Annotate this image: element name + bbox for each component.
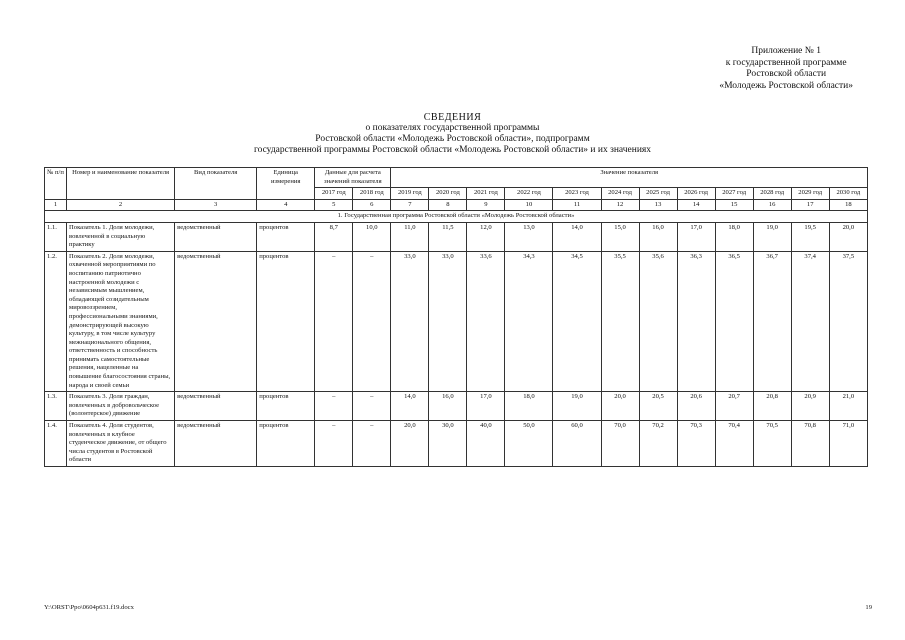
column-number: 8 (429, 199, 467, 211)
row-value: 19,0 (753, 222, 791, 251)
row-value: – (353, 392, 391, 421)
column-number: 11 (553, 199, 601, 211)
column-number: 7 (391, 199, 429, 211)
row-value: 18,0 (715, 222, 753, 251)
row-value: 20,7 (715, 392, 753, 421)
row-value: 20,0 (391, 421, 429, 467)
header-year: 2030 год (829, 188, 867, 200)
column-number: 2 (67, 199, 175, 211)
row-value: 21,0 (829, 392, 867, 421)
row-value: 11,5 (429, 222, 467, 251)
row-value: 16,0 (429, 392, 467, 421)
column-number: 14 (677, 199, 715, 211)
row-value: 33,0 (391, 251, 429, 392)
row-value: 14,0 (391, 392, 429, 421)
row-value: 19,0 (553, 392, 601, 421)
table-row (45, 421, 868, 467)
row-unit: процентов (257, 392, 315, 421)
appendix-line: Приложение № 1 (751, 46, 821, 56)
row-num: 1.2. (45, 251, 67, 392)
row-num: 1.1. (45, 222, 67, 251)
header-year: 2025 год (639, 188, 677, 200)
row-value: 12,0 (467, 222, 505, 251)
header-unit: Единица измерения (257, 168, 315, 200)
title-line: Ростовской области «Молодежь Ростовской области», подпрограмм (315, 134, 590, 144)
row-value: 70,0 (601, 421, 639, 467)
row-name: Показатель 4. Доля студентов, вовлеченных в клубное студенческое движение, от общего числа студентов в Ростовской области (67, 421, 175, 467)
row-value: 36,7 (753, 251, 791, 392)
appendix-line: Ростовской области (746, 69, 827, 79)
title-line: государственной программы Ростовской области «Молодежь Ростовской области» и их значениях (253, 145, 652, 155)
row-value: 34,5 (553, 251, 601, 392)
row-value: 40,0 (467, 421, 505, 467)
header-year: 2017 год (315, 188, 353, 200)
section-title: 1. Государственная программа Ростовской области «Молодежь Ростовской области» (45, 211, 868, 223)
column-number: 1 (45, 199, 67, 211)
row-name: Показатель 3. Доля граждан, вовлеченных в добровольческое (волонтерское) движение (67, 392, 175, 421)
header-year: 2028 год (753, 188, 791, 200)
column-number: 5 (315, 199, 353, 211)
row-value: – (315, 421, 353, 467)
row-unit: процентов (257, 251, 315, 392)
row-value: 8,7 (315, 222, 353, 251)
column-number: 17 (791, 199, 829, 211)
header-year: 2020 год (429, 188, 467, 200)
appendix-line: к государственной программе (725, 57, 847, 68)
column-number: 16 (753, 199, 791, 211)
row-type: ведомственный (175, 421, 257, 467)
row-value: 17,0 (677, 222, 715, 251)
column-number: 3 (175, 199, 257, 211)
row-value: 34,3 (505, 251, 553, 392)
header-type: Вид показателя (175, 168, 257, 200)
row-unit: процентов (257, 222, 315, 251)
row-unit: процентов (257, 421, 315, 467)
header-year: 2029 год (791, 188, 829, 200)
title-line: о показателях государственной программы (365, 123, 540, 133)
row-value: 37,4 (791, 251, 829, 392)
header-year: 2019 год (391, 188, 429, 200)
footer-page-number: 19 (865, 604, 872, 611)
row-value: 19,5 (791, 222, 829, 251)
row-num: 1.3. (45, 392, 67, 421)
row-value: 33,6 (467, 251, 505, 392)
header-name: Номер и наименование показателя (67, 168, 175, 200)
table-row (45, 251, 868, 392)
table-row (45, 392, 868, 421)
row-value: 33,0 (429, 251, 467, 392)
row-value: 20,5 (639, 392, 677, 421)
row-value: 18,0 (505, 392, 553, 421)
row-value: – (353, 251, 391, 392)
row-type: ведомственный (175, 392, 257, 421)
row-value: 37,5 (829, 251, 867, 392)
row-value: 20,9 (791, 392, 829, 421)
row-value: 50,0 (505, 421, 553, 467)
row-value: 71,0 (829, 421, 867, 467)
section-row (45, 211, 868, 223)
footer-file-path: Y:\ORST\Ppo\0604p631.f19.docx (44, 604, 134, 611)
row-value: 16,0 (639, 222, 677, 251)
appendix-line: «Молодежь Ростовской области» (719, 80, 853, 91)
header-year: 2018 год (353, 188, 391, 200)
column-number: 6 (353, 199, 391, 211)
indicators-table (44, 167, 868, 467)
row-value: 60,0 (553, 421, 601, 467)
row-type: ведомственный (175, 251, 257, 392)
row-value: 20,8 (753, 392, 791, 421)
row-value: 35,5 (601, 251, 639, 392)
row-value: 20,0 (601, 392, 639, 421)
row-value: 10,0 (353, 222, 391, 251)
header-year: 2026 год (677, 188, 715, 200)
row-value: 70,2 (639, 421, 677, 467)
column-number: 12 (601, 199, 639, 211)
row-value: 17,0 (467, 392, 505, 421)
row-value: 36,3 (677, 251, 715, 392)
header-values: Значение показателя (391, 168, 868, 188)
row-value: 70,3 (677, 421, 715, 467)
table-row (45, 222, 868, 251)
row-value: 11,0 (391, 222, 429, 251)
title-main: СВЕДЕНИЯ (423, 112, 482, 123)
row-value: – (315, 251, 353, 392)
header-num: № п/п (45, 168, 67, 200)
row-value: 20,6 (677, 392, 715, 421)
row-type: ведомственный (175, 222, 257, 251)
row-value: – (353, 421, 391, 467)
column-number: 18 (829, 199, 867, 211)
row-value: 35,6 (639, 251, 677, 392)
header-row (45, 168, 868, 188)
column-number: 9 (467, 199, 505, 211)
header-year: 2023 год (553, 188, 601, 200)
row-name: Показатель 1. Доля молодежи, вовлеченной в социальную практику (67, 222, 175, 251)
row-value: 13,0 (505, 222, 553, 251)
row-value: 36,5 (715, 251, 753, 392)
row-name: Показатель 2. Доля молодежи, охваченной мероприятиями по воспитанию патриотично настроенной молодежи с независимым мышлением, обладающей созидательным мировоззрением, профессиональными знаниями, демонстрирующей высокую культуру, в том числе культуру межнационального общения, ответственность и способность принимать самостоятельные решения, нацеленные на повышение благосостояния страны, народа и своей семьи (67, 251, 175, 392)
row-value: 15,0 (601, 222, 639, 251)
header-base: Данные для расчета значений показателя (315, 168, 391, 188)
column-number: 10 (505, 199, 553, 211)
row-value: – (315, 392, 353, 421)
row-num: 1.4. (45, 421, 67, 467)
row-value: 70,8 (791, 421, 829, 467)
row-value: 14,0 (553, 222, 601, 251)
header-year: 2027 год (715, 188, 753, 200)
appendix-block (719, 46, 853, 92)
column-number: 13 (639, 199, 677, 211)
row-value: 20,0 (829, 222, 867, 251)
header-year: 2022 год (505, 188, 553, 200)
row-value: 30,0 (429, 421, 467, 467)
column-number: 15 (715, 199, 753, 211)
row-value: 70,5 (753, 421, 791, 467)
column-number: 4 (257, 199, 315, 211)
document-title (0, 112, 905, 156)
column-number-row (45, 199, 868, 211)
header-year: 2021 год (467, 188, 505, 200)
row-value: 70,4 (715, 421, 753, 467)
header-year: 2024 год (601, 188, 639, 200)
